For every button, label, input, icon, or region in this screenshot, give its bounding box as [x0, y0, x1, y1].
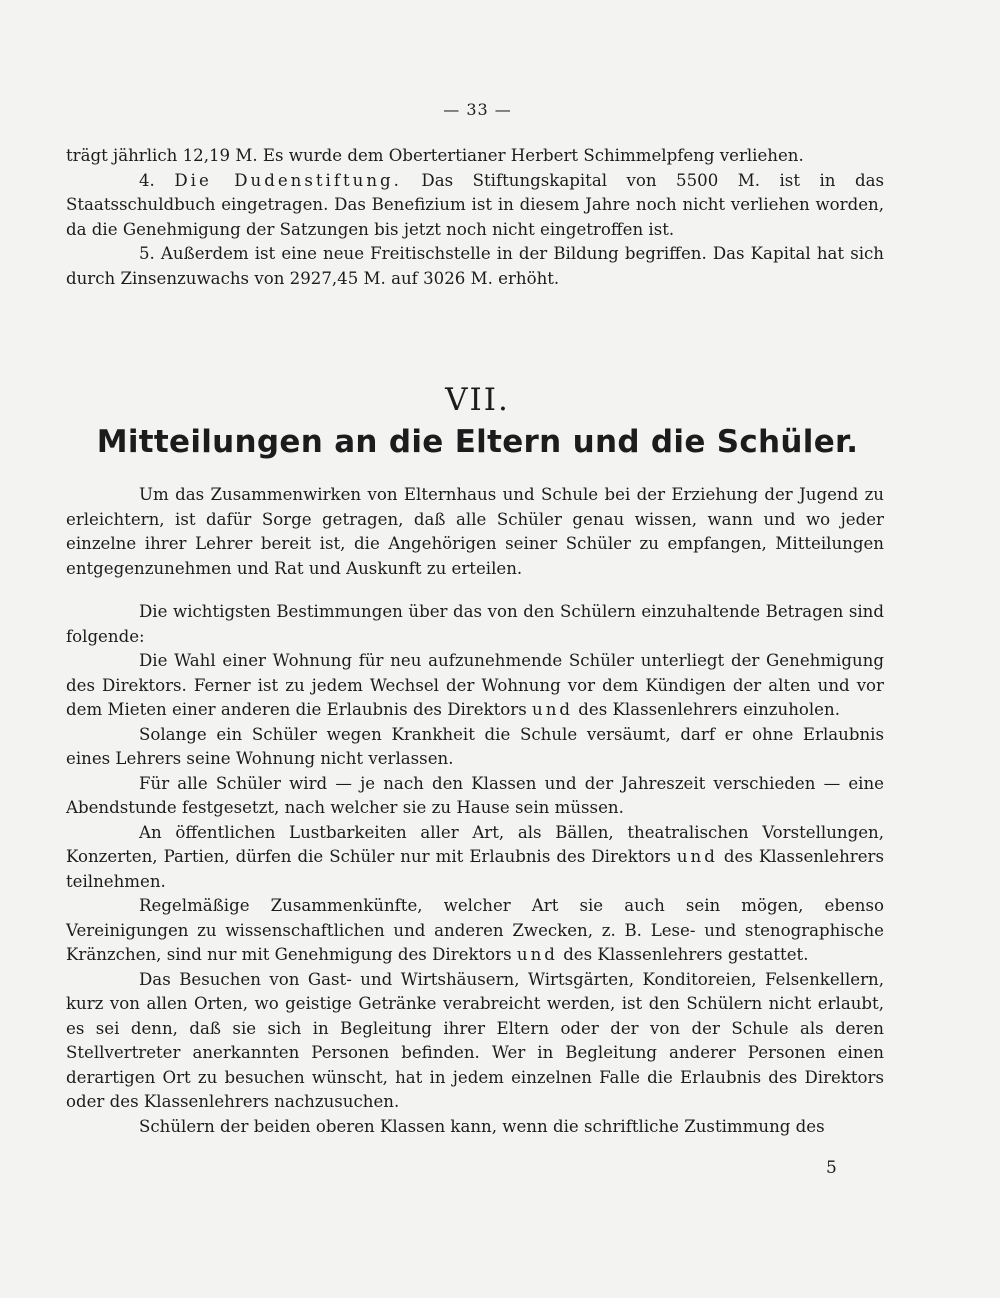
rule-text: An öffentlichen Lustbarkeiten aller Art, als Bällen, theatralischen Vorstellungen, Konzerten, Partien, dürfen die Schüler nur mit Erlaubnis des Direktors: [66, 822, 884, 866]
page-number: — 33 —: [443, 100, 512, 119]
rule-text: Regelmäßige Zusammenkünfte, welcher Art sie auch sein mögen, ebenso Vereinigungen zu wissenschaftlichen und anderen Zwecken, z. B. Lese- und stenographische Kränzchen, sind nur mit Genehmigung des Direktors: [66, 896, 884, 964]
emphasis-und: und: [516, 945, 558, 964]
rule-text: des Klassenlehrers einzuholen.: [578, 700, 840, 719]
paragraph-rule-housing: [66, 649, 884, 723]
paragraph-duden-foundation: [66, 169, 884, 243]
section-number: VII.: [445, 382, 510, 418]
emphasis-und: und: [676, 847, 718, 866]
paragraph-rule-illness: Solange ein Schüler wegen Krankheit die Schule versäumt, darf er ohne Erlaubnis eines Lehrers seine Wohnung nicht verlassen.: [66, 724, 884, 768]
foundation-text: Das Stiftungskapital von 5500 M. ist in das Staatsschuldbuch eingetragen. Das Benefizium ist in diesem Jahre noch nicht verliehen worden, da die Genehmigung der Satzungen bis jetzt noch nicht eingetroffen ist.: [66, 170, 884, 239]
paragraph-stipend-continuation: trägt jährlich 12,19 M. Es wurde dem Obertertianer Herbert Schimmelpfeng verliehen.: [66, 146, 804, 165]
paragraph-intro: Um das Zusammenwirken von Elternhaus und Schule bei der Erziehung der Jugend zu erleichtern, ist dafür Sorge getragen, daß alle Schüler genau wissen, wann und wo jeder einzelne ihrer Lehrer bereit ist, die Angehörigen seiner Schüler zu empfangen, Mitteilungen entgegenzunehmen und Rat und Auskunft zu erteilen.: [66, 485, 884, 578]
upper-text-block: [66, 144, 884, 291]
paragraph-rule-inns: Das Besuchen von Gast- und Wirtshäusern, Wirtsgärten, Konditoreien, Felsenkellern, kurz von allen Orten, wo geistige Getränke verabreicht werden, ist den Schülern nicht erlaubt, es sei denn, daß sie sich in Begleitung ihrer Eltern oder der von der Schule als deren Stellvertreter anerkannten Personen befinden. Wer in Begleitung anderer Personen einen derartigen Ort zu besuchen wünscht, hat in jedem einzelnen Falle die Erlaubnis des Direktors oder des Klassenlehrers nachzusuchen.: [66, 969, 884, 1111]
paragraph-rule-upper-classes: Schülern der beiden oberen Klassen kann, wenn die schriftliche Zustimmung des: [139, 1116, 825, 1136]
intro-text-block: [66, 483, 884, 581]
paragraph-free-table: 5. Außerdem ist eine neue Freitischstelle in der Bildung begriffen. Das Kapital hat sich durch Zinsenzuwachs von 2927,45 M. auf 3026 M. erhöht.: [66, 244, 884, 288]
paragraph-rule-evening: Für alle Schüler wird — je nach den Klassen und der Jahreszeit verschieden — eine Abendstunde festgesetzt, nach welcher sie zu Hause sein müssen.: [66, 773, 884, 817]
paragraph-rules-intro: Die wichtigsten Bestimmungen über das von den Schülern einzuhaltende Betragen sind folgende:: [66, 602, 884, 646]
rule-text: des Klassenlehrers gestattet.: [563, 945, 809, 964]
signature-mark: 5: [826, 1158, 837, 1178]
section-title: Mitteilungen an die Eltern und die Schüler.: [96, 424, 859, 460]
rules-text-block: [66, 600, 884, 1139]
paragraph-rule-meetings: [66, 894, 884, 968]
item-number: 4.: [139, 170, 155, 190]
emphasis-und: und: [532, 700, 574, 719]
paragraph-rule-entertainment: [66, 821, 884, 895]
rule-text: des Klassenlehrers teilnehmen.: [66, 847, 884, 891]
rule-text: Die Wahl einer Wohnung für neu aufzunehmende Schüler unterliegt der Genehmigung des Direktors. Ferner ist zu jedem Wechsel der Wohnung vor dem Kündigen der alten und vor dem Mieten einer anderen die Erlaubnis des Direktors: [66, 651, 884, 719]
foundation-name: Die Dudenstiftung.: [174, 170, 402, 190]
